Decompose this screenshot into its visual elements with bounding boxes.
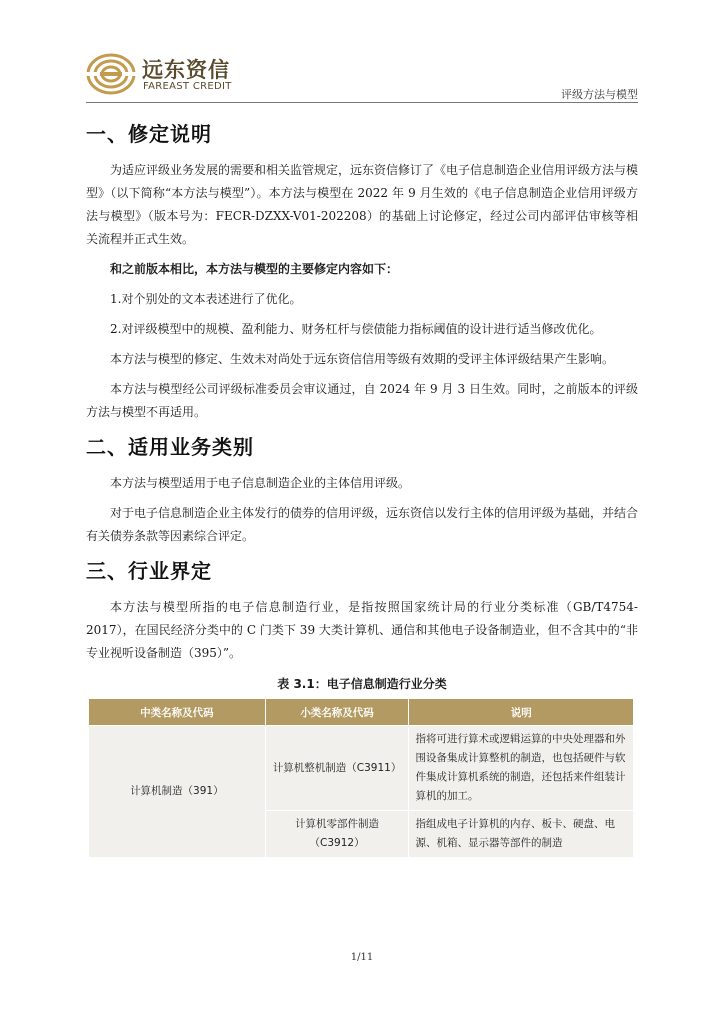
table-caption: 表 3.1：电子信息制造行业分类 bbox=[277, 677, 447, 691]
page-number: 1/11 bbox=[350, 952, 374, 963]
column-header: 小类名称及代码 bbox=[265, 699, 409, 726]
paragraph: 1.对个别处的文本表述进行了优化。 bbox=[110, 292, 302, 306]
header-divider bbox=[86, 102, 638, 103]
brand-name-english: FAREAST CREDIT bbox=[143, 81, 232, 92]
description-cell: 指组成电子计算机的内存、板卡、硬盘、电源、机箱、显示器等部件的制造 bbox=[409, 811, 634, 858]
description-cell: 指将可进行算术或逻辑运算的中央处理器和外围设备集成计算整机的制造，也包括硬件与软件集成计算机系统的制造，还包括来件组装计算机的加工。 bbox=[409, 726, 634, 811]
table-header-row bbox=[89, 699, 634, 726]
paragraph: 对于电子信息制造企业主体发行的债券的信用评级，远东资信以发行主体的信用评级为基础，并结合有关债券条款等因素综合评定。 bbox=[86, 506, 639, 543]
section-title-scope: 二、适用业务类别 bbox=[86, 435, 254, 459]
paragraph: 2.对评级模型中的规模、盈利能力、财务杠杆与偿债能力指标阈值的设计进行适当修改优化。 bbox=[110, 322, 602, 336]
paragraph: 为适应评级业务发展的需要和相关监管规定，远东资信修订了《电子信息制造企业信用评级方法与模型》（以下简称“本方法与模型”）。本方法与模型在 2022 年 9 月生效的《电子信息制造企业信用评级方法与模型》（版本号为：FECR-DZXX-V01-202208）的基础上讨论修定，经过公司内部评估审核等相关流程并正式生效。 bbox=[86, 163, 639, 246]
document-body bbox=[86, 112, 638, 858]
paragraph: 本方法与模型经公司评级标准委员会审议通过，自 2024 年 9 月 3 日生效。同时，之前版本的评级方法与模型不再适用。 bbox=[86, 382, 638, 419]
paragraph: 本方法与模型的修定、生效未对尚处于远东资信信用等级有效期的受评主体评级结果产生影响。 bbox=[110, 352, 615, 366]
brand-name: 远东资信 bbox=[142, 58, 230, 82]
fareast-logo-icon bbox=[86, 52, 136, 96]
document-type-label: 评级方法与模型 bbox=[561, 88, 638, 101]
sub-class-cell: 计算机零部件制造（C3912） bbox=[265, 811, 409, 858]
sub-class-cell: 计算机整机制造（C3911） bbox=[265, 726, 409, 811]
paragraph: 本方法与模型所指的电子信息制造行业，是指按照国家统计局的行业分类标准（GB/T4754-2017），在国民经济分类中的 C 门类下 39 大类计算机、通信和其他电子设备制造业，但不含其中的“非专业视听设备制造（395）”。 bbox=[86, 600, 638, 660]
paragraph-bold: 和之前版本相比，本方法与模型的主要修定内容如下： bbox=[110, 262, 399, 276]
table-row bbox=[89, 726, 634, 811]
column-header: 说明 bbox=[409, 699, 634, 726]
industry-classification-table bbox=[88, 698, 634, 858]
paragraph: 本方法与模型适用于电子信息制造企业的主体信用评级。 bbox=[110, 476, 411, 490]
mid-class-cell: 计算机制造（391） bbox=[89, 726, 266, 858]
column-header: 中类名称及代码 bbox=[89, 699, 266, 726]
page-header bbox=[0, 0, 724, 110]
section-title-revision: 一、修定说明 bbox=[86, 122, 212, 146]
section-title-industry: 三、行业界定 bbox=[86, 559, 212, 583]
